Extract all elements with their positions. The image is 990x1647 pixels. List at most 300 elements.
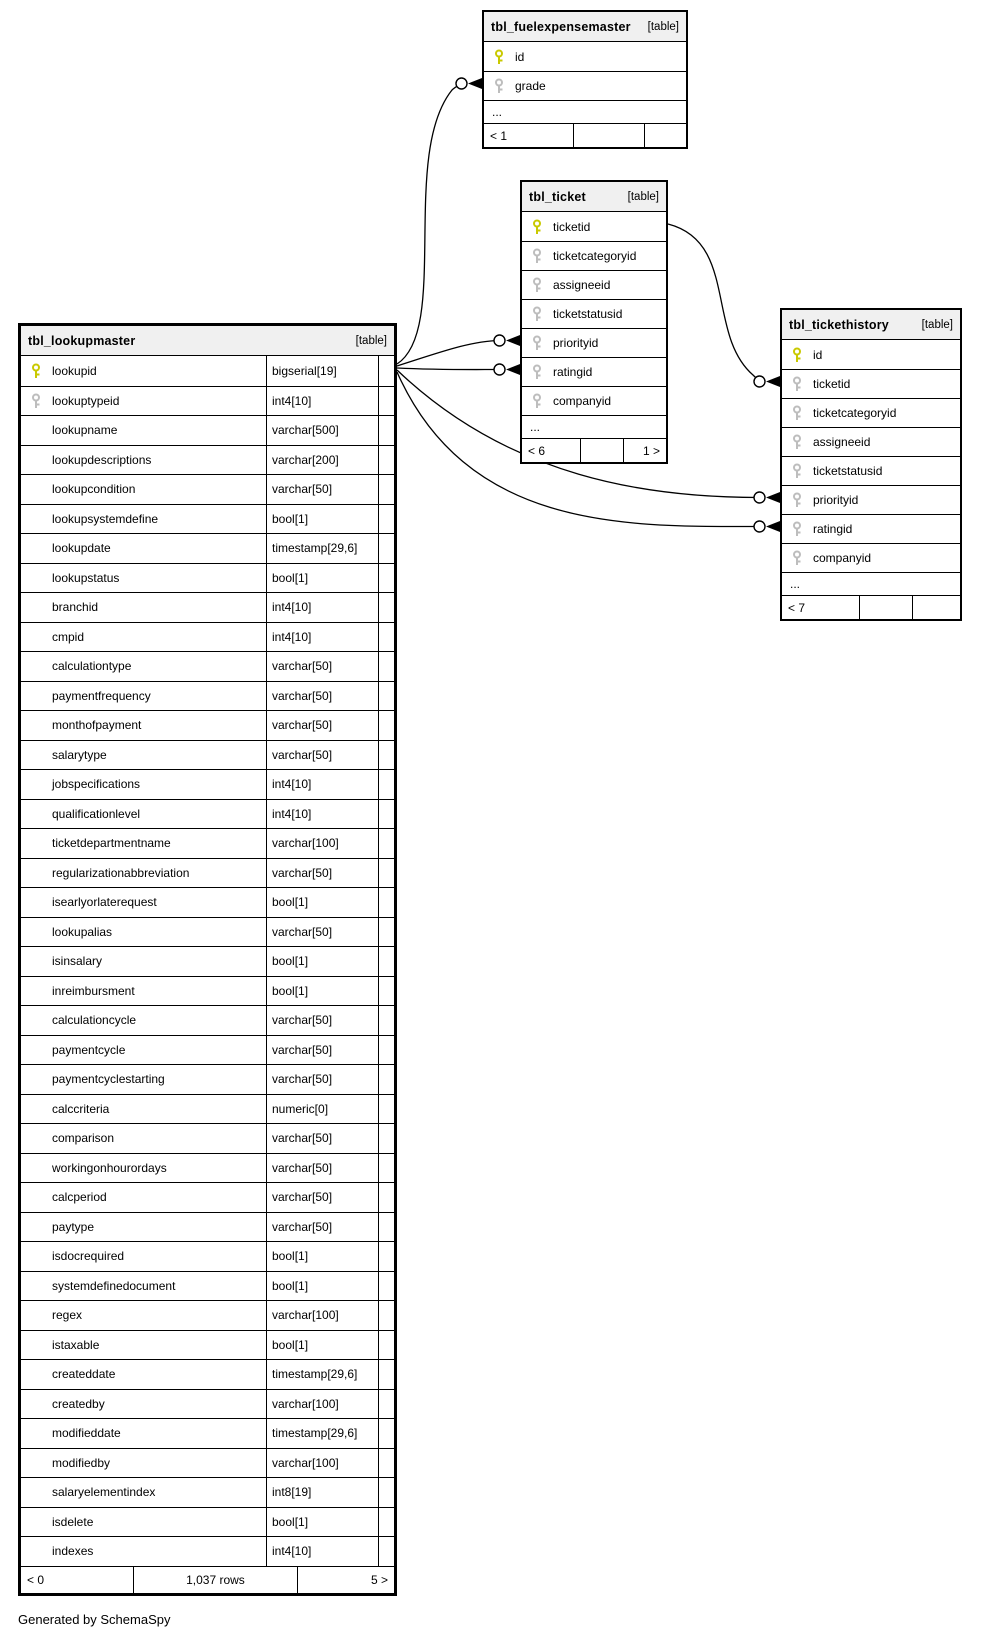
column-name-cell [21, 682, 266, 711]
column-name-cell [21, 859, 266, 888]
key-icon-slot [31, 363, 43, 379]
relationship-strip [378, 1537, 394, 1566]
relationship-strip [378, 505, 394, 534]
column-row-priorityid [782, 485, 960, 514]
column-name: indexes [52, 1544, 94, 1559]
column-name-cell [21, 918, 266, 947]
column-row-ticketid [522, 212, 666, 241]
column-type: bigserial[19] [266, 356, 378, 386]
column-type: numeric[0] [266, 1095, 378, 1124]
relationship-strip [378, 593, 394, 622]
column-name: monthofpayment [52, 718, 142, 733]
column-name: lookupalias [52, 924, 113, 939]
column-row-ratingid [522, 357, 666, 386]
arrowhead-icon [766, 521, 780, 532]
column-name-cell [484, 72, 686, 100]
relationship-strip [378, 1213, 394, 1242]
arrowhead-icon [506, 335, 520, 346]
column-type: int4[10] [266, 800, 378, 829]
foreign-key-icon [532, 364, 542, 380]
column-name-cell [782, 544, 960, 572]
relationship-strip [378, 741, 394, 770]
column-name: lookupname [52, 423, 118, 438]
relationship-strip [378, 1508, 394, 1537]
relationship-strip [378, 446, 394, 475]
relationship-strip [378, 1036, 394, 1065]
column-name: paymentcyclestarting [52, 1072, 165, 1087]
table-header [522, 182, 666, 212]
column-row-calculationtype [21, 651, 394, 681]
footer-right-count: 5 > [297, 1567, 394, 1593]
column-row-companyid [782, 543, 960, 572]
table-header [484, 12, 686, 42]
column-type: bool[1] [266, 947, 378, 976]
key-icon-slot [792, 492, 804, 508]
foreign-key-icon [792, 376, 802, 392]
relationship-connector-lookupid-ticket-priorityid [397, 335, 520, 366]
column-row-ticketid [782, 369, 960, 398]
column-name: salarytype [52, 747, 107, 762]
arrowhead-icon [766, 492, 780, 503]
column-name: paymentcycle [52, 1042, 126, 1057]
column-name-cell [21, 1360, 266, 1389]
column-name-cell [21, 800, 266, 829]
column-name-cell [21, 1272, 266, 1301]
column-row-ticketstatusid [522, 299, 666, 328]
zero-one-circle-icon [456, 78, 467, 89]
column-row-lookupdescriptions [21, 445, 394, 475]
column-name-cell [21, 1242, 266, 1271]
relationship-strip [378, 829, 394, 858]
column-name: lookuptypeid [52, 393, 120, 408]
relationship-strip [378, 977, 394, 1006]
column-row-grade [484, 71, 686, 100]
column-list [522, 212, 666, 438]
column-type: varchar[50] [266, 1065, 378, 1094]
column-name: jobspecifications [52, 777, 141, 792]
column-name-cell [21, 1095, 266, 1124]
relationship-strip [378, 800, 394, 829]
column-name-cell [522, 329, 666, 357]
primary-key-icon [532, 219, 542, 235]
generated-by-label: Generated by SchemaSpy [18, 1612, 171, 1627]
column-name: calccriteria [52, 1101, 110, 1116]
relationship-strip [378, 1006, 394, 1035]
relationship-strip [378, 770, 394, 799]
footer-right-count [644, 124, 686, 147]
foreign-key-icon [792, 434, 802, 450]
column-name: lookupid [52, 363, 97, 378]
column-name: lookupdescriptions [52, 452, 152, 467]
column-name-cell [522, 212, 666, 241]
column-name: qualificationlevel [52, 806, 141, 821]
column-name-cell [522, 242, 666, 270]
column-name-cell [21, 711, 266, 740]
column-row-calcperiod [21, 1182, 394, 1212]
relationship-strip [378, 1065, 394, 1094]
key-icon-slot [792, 376, 804, 392]
table-footer [522, 438, 666, 462]
column-name: isdelete [52, 1514, 94, 1529]
key-icon-slot [532, 306, 544, 322]
footer-left-count: < 1 [490, 128, 508, 143]
column-name-cell [522, 300, 666, 328]
column-row-salaryelementindex [21, 1477, 394, 1507]
column-list [782, 340, 960, 595]
column-name-cell [21, 593, 266, 622]
relationship-strip [378, 1301, 394, 1330]
column-name: calculationtype [52, 659, 132, 674]
relationship-strip [378, 682, 394, 711]
column-row-paymentcyclestarting [21, 1064, 394, 1094]
table-tag: [table] [921, 318, 953, 331]
footer-left-count: < 6 [528, 443, 546, 458]
column-name-cell [21, 1390, 266, 1419]
key-icon-slot [532, 219, 544, 235]
table-tag: [table] [355, 334, 387, 347]
relationship-strip [378, 859, 394, 888]
foreign-key-icon [494, 78, 504, 94]
column-name-cell [21, 829, 266, 858]
column-type: int4[10] [266, 387, 378, 416]
relationship-strip [378, 356, 394, 386]
foreign-key-icon [792, 550, 802, 566]
column-name: modifiedby [52, 1455, 111, 1470]
key-icon-slot [792, 550, 804, 566]
column-row-createdby [21, 1389, 394, 1419]
column-name: istaxable [52, 1337, 100, 1352]
column-name-cell [21, 387, 266, 416]
column-name-cell [21, 416, 266, 445]
column-name-cell [782, 340, 960, 369]
key-icon-slot [494, 49, 506, 65]
column-name: ticketstatusid [813, 464, 883, 478]
relationship-strip [378, 1449, 394, 1478]
footer-row-count: 1,037 rows [133, 1567, 297, 1593]
key-icon-slot [494, 78, 506, 94]
relationship-strip [378, 623, 394, 652]
column-name-cell [522, 358, 666, 386]
column-name-cell [21, 1478, 266, 1507]
elided-columns-indicator: ... [782, 572, 960, 595]
column-name-cell [782, 428, 960, 456]
column-name: id [813, 347, 823, 362]
column-type: bool[1] [266, 1331, 378, 1360]
foreign-key-icon [792, 405, 802, 421]
column-type: varchar[50] [266, 475, 378, 504]
table-title[interactable]: tbl_fuelexpensemaster [491, 19, 631, 34]
footer-row-count [573, 124, 644, 147]
column-name-cell [21, 1449, 266, 1478]
column-name-cell [21, 623, 266, 652]
column-row-id [782, 340, 960, 369]
column-type: varchar[200] [266, 446, 378, 475]
table-title[interactable]: tbl_tickethistory [789, 317, 889, 332]
column-name: paymentfrequency [52, 688, 151, 703]
column-row-lookupstatus [21, 563, 394, 593]
zero-one-circle-icon [494, 364, 505, 375]
column-name-cell [21, 1331, 266, 1360]
column-name: calculationcycle [52, 1013, 137, 1028]
column-row-jobspecifications [21, 769, 394, 799]
relationship-strip [378, 387, 394, 416]
arrowhead-icon [468, 78, 482, 89]
column-name: regex [52, 1308, 83, 1323]
column-row-isinsalary [21, 946, 394, 976]
column-row-lookupalias [21, 917, 394, 947]
column-name-cell [21, 770, 266, 799]
column-type: varchar[50] [266, 1213, 378, 1242]
column-name: ticketstatusid [553, 307, 623, 321]
column-name: ticketid [813, 377, 851, 391]
column-row-calculationcycle [21, 1005, 394, 1035]
column-row-priorityid [522, 328, 666, 357]
column-type: timestamp[29,6] [266, 1360, 378, 1389]
relationship-strip [378, 1095, 394, 1124]
column-type: varchar[50] [266, 918, 378, 947]
primary-key-icon [494, 49, 504, 65]
column-list [484, 42, 686, 123]
column-row-lookupsystemdefine [21, 504, 394, 534]
column-row-systemdefinedocument [21, 1271, 394, 1301]
column-type: bool[1] [266, 977, 378, 1006]
column-row-monthofpayment [21, 710, 394, 740]
column-name: isinsalary [52, 954, 103, 969]
column-name: comparison [52, 1131, 115, 1146]
column-row-branchid [21, 592, 394, 622]
column-type: varchar[100] [266, 1390, 378, 1419]
relationship-strip [378, 652, 394, 681]
table-tbl_lookupmaster [18, 323, 397, 1596]
column-name-cell [21, 977, 266, 1006]
column-name: companyid [813, 551, 872, 565]
column-name: ratingid [813, 522, 853, 536]
column-name: calcperiod [52, 1190, 107, 1205]
column-type: int8[19] [266, 1478, 378, 1507]
column-name-cell [21, 1213, 266, 1242]
relationship-strip [378, 711, 394, 740]
column-name-cell [21, 888, 266, 917]
column-name-cell [21, 652, 266, 681]
column-row-calccriteria [21, 1094, 394, 1124]
arrowhead-icon [766, 376, 780, 387]
footer-row-count [580, 439, 623, 462]
column-name-cell [782, 515, 960, 543]
column-type: bool[1] [266, 564, 378, 593]
key-icon-slot [532, 364, 544, 380]
column-type: varchar[50] [266, 741, 378, 770]
column-row-companyid [522, 386, 666, 415]
column-type: varchar[50] [266, 1006, 378, 1035]
column-name: companyid [553, 394, 612, 408]
relationship-connector-lookupid-ticket-ratingid [397, 364, 520, 375]
relationship-strip [378, 918, 394, 947]
key-icon-slot [31, 393, 43, 409]
column-type: varchar[50] [266, 1183, 378, 1212]
table-tbl_ticket [520, 180, 668, 464]
table-tbl_fuelexpensemaster [482, 10, 688, 149]
primary-key-icon [31, 363, 41, 379]
column-name: lookupcondition [52, 482, 136, 497]
column-row-isdocrequired [21, 1241, 394, 1271]
column-row-isdelete [21, 1507, 394, 1537]
column-name-cell [484, 42, 686, 71]
column-name: workingonhourordays [52, 1160, 167, 1175]
table-footer [782, 595, 960, 619]
foreign-key-icon [31, 393, 41, 409]
column-name-cell [782, 486, 960, 514]
column-name-cell [21, 1006, 266, 1035]
relationship-strip [378, 1272, 394, 1301]
column-list [21, 356, 394, 1566]
column-row-ticketcategoryid [522, 241, 666, 270]
key-icon-slot [532, 393, 544, 409]
relationship-connector-lookupid-grade [397, 78, 482, 364]
column-type: varchar[50] [266, 859, 378, 888]
column-name: isearlyorlaterequest [52, 895, 157, 910]
relationship-strip [378, 1242, 394, 1271]
column-type: varchar[100] [266, 1301, 378, 1330]
primary-key-icon [792, 347, 802, 363]
relationship-strip [378, 564, 394, 593]
relationship-strip [378, 1360, 394, 1389]
foreign-key-icon [532, 335, 542, 351]
table-title[interactable]: tbl_lookupmaster [28, 333, 136, 348]
column-row-paymentcycle [21, 1035, 394, 1065]
column-row-assigneeid [782, 427, 960, 456]
column-name: priorityid [553, 336, 599, 350]
column-name-cell [21, 1065, 266, 1094]
column-name: id [515, 49, 525, 64]
column-type: int4[10] [266, 1537, 378, 1566]
column-type: bool[1] [266, 505, 378, 534]
column-type: bool[1] [266, 1508, 378, 1537]
column-name-cell [21, 1154, 266, 1183]
column-type: bool[1] [266, 1272, 378, 1301]
column-name-cell [782, 457, 960, 485]
column-row-inreimbursment [21, 976, 394, 1006]
zero-one-circle-icon [754, 521, 765, 532]
column-type: varchar[500] [266, 416, 378, 445]
column-row-comparison [21, 1123, 394, 1153]
table-footer [484, 123, 686, 147]
elided-columns-indicator: ... [484, 100, 686, 123]
column-name: cmpid [52, 629, 85, 644]
table-tag: [table] [627, 190, 659, 203]
footer-left-count: < 0 [27, 1572, 45, 1587]
key-icon-slot [532, 277, 544, 293]
column-type: timestamp[29,6] [266, 534, 378, 563]
column-row-ticketstatusid [782, 456, 960, 485]
column-name-cell [21, 1124, 266, 1153]
column-name: priorityid [813, 493, 859, 507]
column-row-ticketcategoryid [782, 398, 960, 427]
relationship-strip [378, 1124, 394, 1153]
column-name: lookupsystemdefine [52, 511, 159, 526]
column-row-modifiedby [21, 1448, 394, 1478]
column-name-cell [21, 1036, 266, 1065]
column-type: varchar[50] [266, 652, 378, 681]
column-name: inreimbursment [52, 983, 135, 998]
column-row-indexes [21, 1536, 394, 1566]
relationship-strip [378, 1419, 394, 1448]
column-type: varchar[50] [266, 1124, 378, 1153]
table-header [21, 326, 394, 356]
column-type: varchar[50] [266, 711, 378, 740]
key-icon-slot [532, 248, 544, 264]
column-type: int4[10] [266, 593, 378, 622]
zero-one-circle-icon [494, 335, 505, 346]
relationship-strip [378, 416, 394, 445]
column-type: varchar[50] [266, 682, 378, 711]
column-name: createddate [52, 1367, 116, 1382]
relationship-strip [378, 947, 394, 976]
foreign-key-icon [792, 492, 802, 508]
column-row-modifieddate [21, 1418, 394, 1448]
column-name: branchid [52, 600, 99, 615]
column-row-assigneeid [522, 270, 666, 299]
column-row-lookupid [21, 356, 394, 386]
column-name-cell [21, 505, 266, 534]
foreign-key-icon [792, 463, 802, 479]
column-name: ticketcategoryid [553, 249, 637, 263]
key-icon-slot [792, 347, 804, 363]
relationship-strip [378, 1390, 394, 1419]
column-type: bool[1] [266, 888, 378, 917]
column-name: salaryelementindex [52, 1485, 156, 1500]
key-icon-slot [792, 434, 804, 450]
column-name-cell [21, 534, 266, 563]
column-name-cell [21, 475, 266, 504]
footer-left-count: < 7 [788, 600, 806, 615]
column-row-isearlyorlaterequest [21, 887, 394, 917]
column-name-cell [21, 947, 266, 976]
column-type: int4[10] [266, 623, 378, 652]
column-row-cmpid [21, 622, 394, 652]
column-name: ticketid [553, 219, 591, 234]
column-row-lookupname [21, 415, 394, 445]
column-row-paymentfrequency [21, 681, 394, 711]
table-header [782, 310, 960, 340]
column-name-cell [21, 1183, 266, 1212]
column-name: lookupdate [52, 541, 111, 556]
column-name-cell [782, 370, 960, 398]
key-icon-slot [792, 463, 804, 479]
column-row-ratingid [782, 514, 960, 543]
column-type: varchar[50] [266, 1154, 378, 1183]
table-title[interactable]: tbl_ticket [529, 189, 586, 204]
column-type: varchar[50] [266, 1036, 378, 1065]
table-footer [21, 1566, 394, 1593]
foreign-key-icon [532, 277, 542, 293]
column-row-workingonhourordays [21, 1153, 394, 1183]
column-type: int4[10] [266, 770, 378, 799]
table-tag: [table] [647, 20, 679, 33]
column-type: varchar[100] [266, 1449, 378, 1478]
column-row-id [484, 42, 686, 71]
relationship-strip [378, 475, 394, 504]
column-name-cell [21, 1419, 266, 1448]
relationship-strip [378, 1331, 394, 1360]
footer-right-count: 1 > [623, 439, 666, 462]
key-icon-slot [792, 521, 804, 537]
column-row-paytype [21, 1212, 394, 1242]
column-name: lookupstatus [52, 570, 120, 585]
column-name: assigneeid [553, 278, 611, 292]
column-type: varchar[100] [266, 829, 378, 858]
arrowhead-icon [506, 364, 520, 375]
foreign-key-icon [792, 521, 802, 537]
